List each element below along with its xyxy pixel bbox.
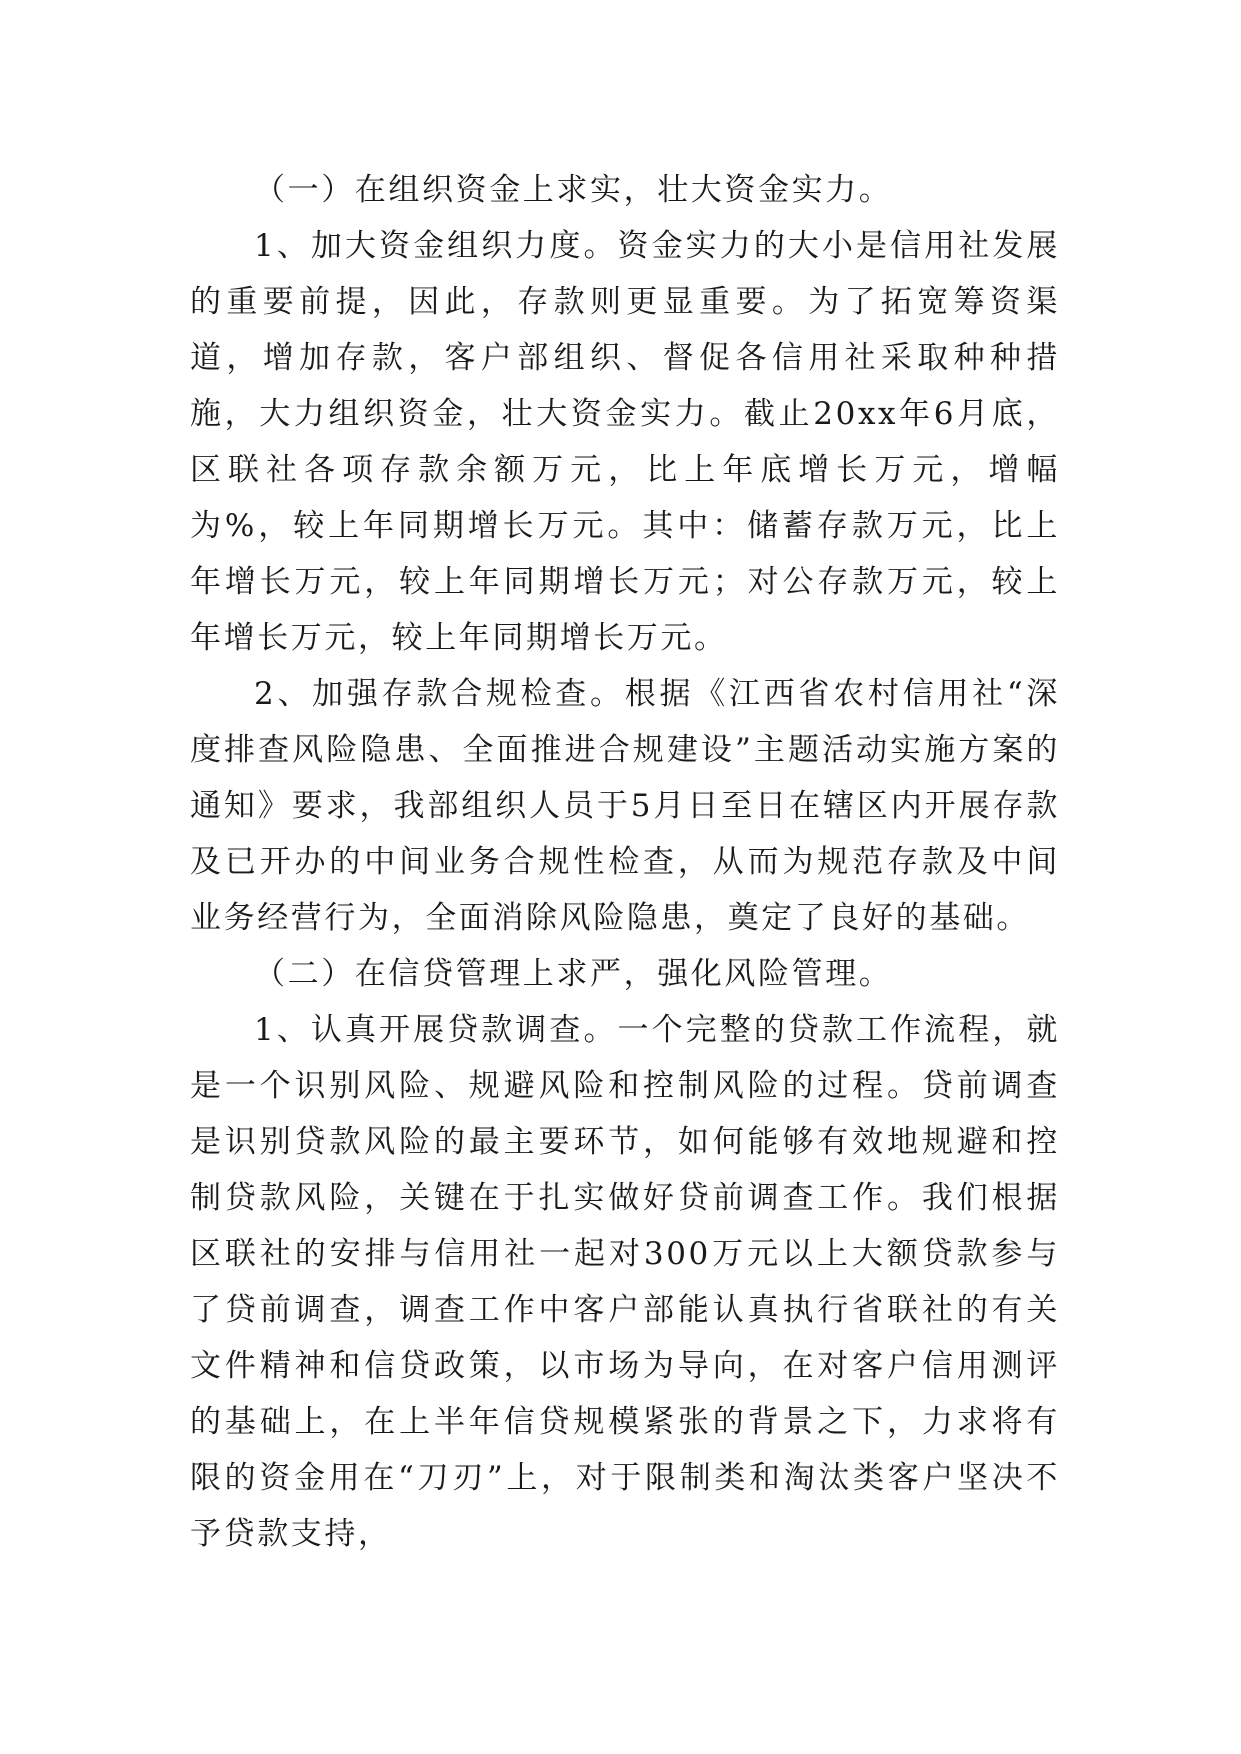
document-body <box>190 162 1060 1562</box>
paragraph-fund-organization: 1、加大资金组织力度。资金实力的大小是信用社发展的重要前提，因此，存款则更显重要。为了拓宽筹资渠道，增加存款，客户部组织、督促各信用社采取种种措施，大力组织资金，壮大资金实力。截止20xx年6月底，区联社各项存款余额万元，比上年底增长万元，增幅为%，较上年同期增长万元。其中：储蓄存款万元，比上年增长万元，较上年同期增长万元；对公存款万元，较上年增长万元，较上年同期增长万元。 <box>190 228 1060 656</box>
section-heading-2: （二）在信贷管理上求严，强化风险管理。 <box>254 956 893 992</box>
section-heading-1: （一）在组织资金上求实，壮大资金实力。 <box>254 172 893 208</box>
paragraph-deposit-compliance: 2、加强存款合规检查。根据《江西省农村信用社“深度排查风险隐患、全面推进合规建设”主题活动实施方案的通知》要求，我部组织人员于5月日至日在辖区内开展存款及已开办的中间业务合规性检查，从而为规范存款及中间业务经营行为，全面消除风险隐患，奠定了良好的基础。 <box>190 676 1060 936</box>
paragraph-loan-investigation: 1、认真开展贷款调查。一个完整的贷款工作流程，就是一个识别风险、规避风险和控制风险的过程。贷前调查是识别贷款风险的最主要环节，如何能够有效地规避和控制贷款风险，关键在于扎实做好贷前调查工作。我们根据区联社的安排与信用社一起对300万元以上大额贷款参与了贷前调查，调查工作中客户部能认真执行省联社的有关文件精神和信贷政策，以市场为导向，在对客户信用测评的基础上，在上半年信贷规模紧张的背景之下，力求将有限的资金用在“刀刃”上，对于限制类和淘汰类客户坚决不予贷款支持， <box>190 1012 1060 1552</box>
